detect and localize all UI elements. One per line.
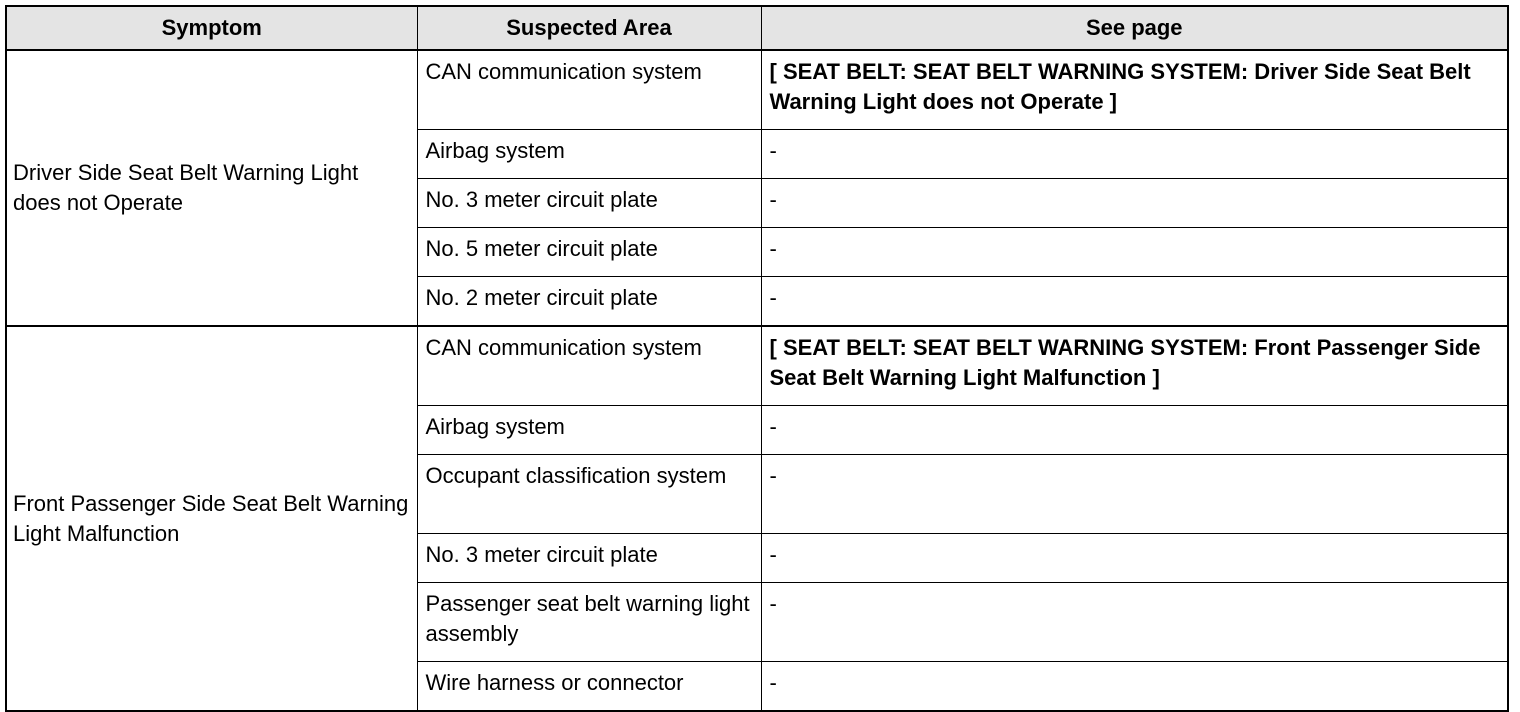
symptom-table bbox=[5, 5, 1509, 712]
table-row bbox=[6, 326, 1508, 406]
suspected-area-cell: No. 2 meter circuit plate bbox=[417, 277, 761, 327]
see-page-cell: - bbox=[761, 455, 1508, 534]
header-suspected-area: Suspected Area bbox=[417, 6, 761, 50]
symptom-cell: Front Passenger Side Seat Belt Warning Light Malfunction bbox=[6, 326, 417, 711]
see-page-cell: - bbox=[761, 179, 1508, 228]
symptom-group-driver bbox=[6, 50, 1508, 326]
suspected-area-cell: CAN communication system bbox=[417, 326, 761, 406]
suspected-area-cell: Airbag system bbox=[417, 130, 761, 179]
symptom-group-passenger bbox=[6, 326, 1508, 711]
suspected-area-cell: Occupant classification system bbox=[417, 455, 761, 534]
suspected-area-cell: Wire harness or connector bbox=[417, 662, 761, 712]
suspected-area-cell: Passenger seat belt warning light assembly bbox=[417, 583, 761, 662]
see-page-cell: - bbox=[761, 277, 1508, 327]
header-see-page: See page bbox=[761, 6, 1508, 50]
suspected-area-cell: No. 5 meter circuit plate bbox=[417, 228, 761, 277]
see-page-cell: - bbox=[761, 583, 1508, 662]
see-page-cell: - bbox=[761, 228, 1508, 277]
suspected-area-cell: No. 3 meter circuit plate bbox=[417, 534, 761, 583]
suspected-area-cell: Airbag system bbox=[417, 406, 761, 455]
see-page-cell: - bbox=[761, 406, 1508, 455]
see-page-link[interactable]: [ SEAT BELT: SEAT BELT WARNING SYSTEM: Front Passenger Side Seat Belt Warning Light Malfunction ] bbox=[761, 326, 1508, 406]
suspected-area-cell: No. 3 meter circuit plate bbox=[417, 179, 761, 228]
suspected-area-cell: CAN communication system bbox=[417, 50, 761, 130]
header-row bbox=[6, 6, 1508, 50]
see-page-cell: - bbox=[761, 662, 1508, 712]
see-page-link[interactable]: [ SEAT BELT: SEAT BELT WARNING SYSTEM: Driver Side Seat Belt Warning Light does not Operate ] bbox=[761, 50, 1508, 130]
see-page-cell: - bbox=[761, 130, 1508, 179]
see-page-cell: - bbox=[761, 534, 1508, 583]
table-row bbox=[6, 50, 1508, 130]
symptom-cell: Driver Side Seat Belt Warning Light does not Operate bbox=[6, 50, 417, 326]
header-symptom: Symptom bbox=[6, 6, 417, 50]
